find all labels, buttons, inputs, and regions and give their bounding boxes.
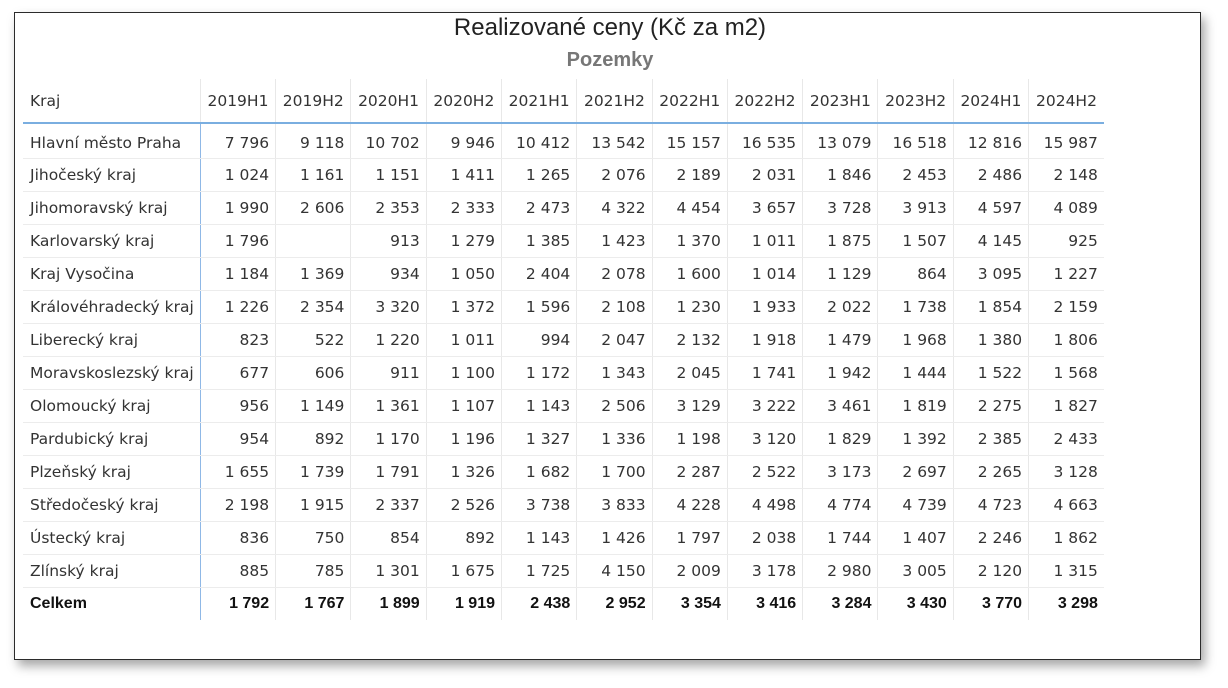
price-cell: 1 385 bbox=[502, 225, 577, 258]
total-row bbox=[23, 588, 1104, 621]
column-header[interactable]: 2020H2 bbox=[426, 79, 501, 123]
price-cell: 2 246 bbox=[953, 522, 1028, 555]
column-header[interactable]: 2023H2 bbox=[878, 79, 953, 123]
price-cell: 9 946 bbox=[426, 123, 501, 159]
price-cell: 677 bbox=[200, 357, 275, 390]
price-cell: 956 bbox=[200, 390, 275, 423]
price-cell: 1 507 bbox=[878, 225, 953, 258]
price-cell: 4 723 bbox=[953, 489, 1028, 522]
region-name: Karlovarský kraj bbox=[23, 225, 200, 258]
table-body bbox=[23, 123, 1104, 620]
price-cell: 1 100 bbox=[426, 357, 501, 390]
price-cell: 2 354 bbox=[276, 291, 351, 324]
region-name: Liberecký kraj bbox=[23, 324, 200, 357]
column-header[interactable]: 2021H2 bbox=[577, 79, 652, 123]
price-cell: 2 404 bbox=[502, 258, 577, 291]
table-row bbox=[23, 357, 1104, 390]
price-cell: 1 700 bbox=[577, 456, 652, 489]
price-cell: 4 663 bbox=[1029, 489, 1104, 522]
region-name: Jihomoravský kraj bbox=[23, 192, 200, 225]
price-cell: 1 739 bbox=[276, 456, 351, 489]
price-cell: 1 143 bbox=[502, 390, 577, 423]
price-cell: 1 479 bbox=[803, 324, 878, 357]
price-cell: 3 913 bbox=[878, 192, 953, 225]
table-row bbox=[23, 489, 1104, 522]
price-cell: 15 157 bbox=[652, 123, 727, 159]
price-cell: 4 089 bbox=[1029, 192, 1104, 225]
table-row bbox=[23, 522, 1104, 555]
price-table bbox=[23, 79, 1104, 620]
region-name: Olomoucký kraj bbox=[23, 390, 200, 423]
table-row bbox=[23, 123, 1104, 159]
total-cell: 3 354 bbox=[652, 588, 727, 621]
price-cell: 911 bbox=[351, 357, 426, 390]
price-cell: 1 149 bbox=[276, 390, 351, 423]
price-cell: 2 526 bbox=[426, 489, 501, 522]
price-cell: 1 933 bbox=[727, 291, 802, 324]
price-cell: 1 372 bbox=[426, 291, 501, 324]
price-cell: 4 228 bbox=[652, 489, 727, 522]
price-cell: 1 942 bbox=[803, 357, 878, 390]
price-cell: 522 bbox=[276, 324, 351, 357]
column-header[interactable]: 2023H1 bbox=[803, 79, 878, 123]
region-name: Moravskoslezský kraj bbox=[23, 357, 200, 390]
price-cell: 1 796 bbox=[200, 225, 275, 258]
price-cell: 1 380 bbox=[953, 324, 1028, 357]
price-cell: 2 132 bbox=[652, 324, 727, 357]
price-cell: 13 079 bbox=[803, 123, 878, 159]
price-cell: 3 005 bbox=[878, 555, 953, 588]
price-cell: 2 697 bbox=[878, 456, 953, 489]
price-cell: 2 337 bbox=[351, 489, 426, 522]
price-cell: 892 bbox=[426, 522, 501, 555]
price-cell: 1 655 bbox=[200, 456, 275, 489]
total-cell: 1 767 bbox=[276, 588, 351, 621]
price-cell: 4 498 bbox=[727, 489, 802, 522]
price-cell: 1 918 bbox=[727, 324, 802, 357]
price-cell: 2 287 bbox=[652, 456, 727, 489]
price-cell: 823 bbox=[200, 324, 275, 357]
price-cell: 2 148 bbox=[1029, 159, 1104, 192]
total-cell: 2 438 bbox=[502, 588, 577, 621]
price-cell: 3 728 bbox=[803, 192, 878, 225]
table-visual-frame bbox=[14, 12, 1201, 660]
price-cell: 1 738 bbox=[878, 291, 953, 324]
price-cell: 1 915 bbox=[276, 489, 351, 522]
price-cell: 1 014 bbox=[727, 258, 802, 291]
table-row bbox=[23, 291, 1104, 324]
price-cell: 3 128 bbox=[1029, 456, 1104, 489]
price-cell: 2 265 bbox=[953, 456, 1028, 489]
price-cell: 7 796 bbox=[200, 123, 275, 159]
column-header[interactable]: 2020H1 bbox=[351, 79, 426, 123]
price-cell: 4 597 bbox=[953, 192, 1028, 225]
price-cell: 1 846 bbox=[803, 159, 878, 192]
price-cell: 3 657 bbox=[727, 192, 802, 225]
price-cell: 1 265 bbox=[502, 159, 577, 192]
price-cell: 4 145 bbox=[953, 225, 1028, 258]
price-cell: 1 596 bbox=[502, 291, 577, 324]
price-cell: 885 bbox=[200, 555, 275, 588]
price-cell: 1 161 bbox=[276, 159, 351, 192]
price-cell: 2 385 bbox=[953, 423, 1028, 456]
price-cell: 1 227 bbox=[1029, 258, 1104, 291]
total-cell: 3 298 bbox=[1029, 588, 1104, 621]
price-cell: 1 050 bbox=[426, 258, 501, 291]
price-cell: 1 875 bbox=[803, 225, 878, 258]
price-cell: 1 151 bbox=[351, 159, 426, 192]
price-cell: 4 454 bbox=[652, 192, 727, 225]
price-cell: 2 275 bbox=[953, 390, 1028, 423]
column-header[interactable]: 2019H1 bbox=[200, 79, 275, 123]
price-cell: 1 172 bbox=[502, 357, 577, 390]
price-cell: 854 bbox=[351, 522, 426, 555]
table-row bbox=[23, 258, 1104, 291]
price-cell: 1 230 bbox=[652, 291, 727, 324]
region-name: Ústecký kraj bbox=[23, 522, 200, 555]
price-cell: 10 412 bbox=[502, 123, 577, 159]
price-cell: 2 022 bbox=[803, 291, 878, 324]
price-cell: 1 819 bbox=[878, 390, 953, 423]
price-cell: 2 078 bbox=[577, 258, 652, 291]
price-cell: 1 806 bbox=[1029, 324, 1104, 357]
total-cell: 3 430 bbox=[878, 588, 953, 621]
price-cell: 1 369 bbox=[276, 258, 351, 291]
price-cell: 4 774 bbox=[803, 489, 878, 522]
price-cell: 1 196 bbox=[426, 423, 501, 456]
total-cell: 3 284 bbox=[803, 588, 878, 621]
price-cell: 1 741 bbox=[727, 357, 802, 390]
price-cell: 1 326 bbox=[426, 456, 501, 489]
price-cell: 1 791 bbox=[351, 456, 426, 489]
table-row bbox=[23, 159, 1104, 192]
column-header-region[interactable]: Kraj bbox=[30, 91, 61, 110]
total-label: Celkem bbox=[23, 588, 200, 621]
price-cell: 1 143 bbox=[502, 522, 577, 555]
price-cell: 994 bbox=[502, 324, 577, 357]
price-cell: 785 bbox=[276, 555, 351, 588]
price-cell: 1 315 bbox=[1029, 555, 1104, 588]
price-cell: 750 bbox=[276, 522, 351, 555]
region-name: Plzeňský kraj bbox=[23, 456, 200, 489]
column-header[interactable]: 2019H2 bbox=[276, 79, 351, 123]
price-cell: 606 bbox=[276, 357, 351, 390]
price-cell: 4 150 bbox=[577, 555, 652, 588]
price-cell: 1 184 bbox=[200, 258, 275, 291]
price-cell: 1 024 bbox=[200, 159, 275, 192]
price-cell: 4 739 bbox=[878, 489, 953, 522]
price-cell: 1 361 bbox=[351, 390, 426, 423]
region-name: Hlavní město Praha bbox=[23, 123, 200, 159]
price-cell: 1 198 bbox=[652, 423, 727, 456]
price-cell: 864 bbox=[878, 258, 953, 291]
price-cell: 2 038 bbox=[727, 522, 802, 555]
column-header[interactable]: 2024H2 bbox=[1029, 79, 1104, 123]
price-cell: 1 370 bbox=[652, 225, 727, 258]
price-cell: 3 461 bbox=[803, 390, 878, 423]
price-cell: 836 bbox=[200, 522, 275, 555]
price-cell bbox=[276, 225, 351, 258]
total-cell: 3 416 bbox=[727, 588, 802, 621]
price-cell: 1 011 bbox=[727, 225, 802, 258]
price-cell: 3 222 bbox=[727, 390, 802, 423]
price-cell: 1 522 bbox=[953, 357, 1028, 390]
table-row bbox=[23, 555, 1104, 588]
price-cell: 1 675 bbox=[426, 555, 501, 588]
total-cell: 1 919 bbox=[426, 588, 501, 621]
price-cell: 3 095 bbox=[953, 258, 1028, 291]
price-cell: 2 333 bbox=[426, 192, 501, 225]
price-cell: 1 600 bbox=[652, 258, 727, 291]
price-cell: 2 486 bbox=[953, 159, 1028, 192]
column-header[interactable]: 2021H1 bbox=[502, 79, 577, 123]
region-name: Pardubický kraj bbox=[23, 423, 200, 456]
table-row bbox=[23, 423, 1104, 456]
price-cell: 1 797 bbox=[652, 522, 727, 555]
price-cell: 3 738 bbox=[502, 489, 577, 522]
total-cell: 3 770 bbox=[953, 588, 1028, 621]
price-cell: 1 107 bbox=[426, 390, 501, 423]
price-cell: 13 542 bbox=[577, 123, 652, 159]
column-header[interactable]: 2022H1 bbox=[652, 79, 727, 123]
price-cell: 1 343 bbox=[577, 357, 652, 390]
table-row bbox=[23, 456, 1104, 489]
table-row bbox=[23, 225, 1104, 258]
price-cell: 1 336 bbox=[577, 423, 652, 456]
price-cell: 892 bbox=[276, 423, 351, 456]
price-cell: 2 047 bbox=[577, 324, 652, 357]
price-cell: 2 189 bbox=[652, 159, 727, 192]
price-cell: 1 170 bbox=[351, 423, 426, 456]
price-cell: 954 bbox=[200, 423, 275, 456]
table-header-row bbox=[23, 79, 1104, 123]
price-cell: 15 987 bbox=[1029, 123, 1104, 159]
price-cell: 1 423 bbox=[577, 225, 652, 258]
region-name: Středočeský kraj bbox=[23, 489, 200, 522]
price-cell: 1 129 bbox=[803, 258, 878, 291]
price-cell: 1 968 bbox=[878, 324, 953, 357]
chart-title: Realizované ceny (Kč za m2) bbox=[453, 14, 767, 41]
table-row bbox=[23, 192, 1104, 225]
column-header[interactable]: 2022H2 bbox=[727, 79, 802, 123]
price-cell: 2 522 bbox=[727, 456, 802, 489]
price-cell: 1 744 bbox=[803, 522, 878, 555]
price-cell: 2 198 bbox=[200, 489, 275, 522]
price-cell: 2 120 bbox=[953, 555, 1028, 588]
price-cell: 10 702 bbox=[351, 123, 426, 159]
price-cell: 1 011 bbox=[426, 324, 501, 357]
price-cell: 2 353 bbox=[351, 192, 426, 225]
price-cell: 1 411 bbox=[426, 159, 501, 192]
total-cell: 2 952 bbox=[577, 588, 652, 621]
price-cell: 913 bbox=[351, 225, 426, 258]
price-cell: 3 178 bbox=[727, 555, 802, 588]
table-row bbox=[23, 390, 1104, 423]
price-cell: 2 009 bbox=[652, 555, 727, 588]
price-cell: 3 320 bbox=[351, 291, 426, 324]
total-cell: 1 899 bbox=[351, 588, 426, 621]
price-cell: 1 682 bbox=[502, 456, 577, 489]
price-cell: 3 173 bbox=[803, 456, 878, 489]
price-cell: 2 108 bbox=[577, 291, 652, 324]
price-cell: 9 118 bbox=[276, 123, 351, 159]
price-cell: 2 031 bbox=[727, 159, 802, 192]
price-cell: 4 322 bbox=[577, 192, 652, 225]
price-cell: 2 159 bbox=[1029, 291, 1104, 324]
price-cell: 2 453 bbox=[878, 159, 953, 192]
price-cell: 1 568 bbox=[1029, 357, 1104, 390]
price-cell: 1 725 bbox=[502, 555, 577, 588]
price-cell: 1 854 bbox=[953, 291, 1028, 324]
price-cell: 1 301 bbox=[351, 555, 426, 588]
price-cell: 2 076 bbox=[577, 159, 652, 192]
price-cell: 16 518 bbox=[878, 123, 953, 159]
chart-subtitle: Pozemky bbox=[566, 49, 654, 71]
price-cell: 2 473 bbox=[502, 192, 577, 225]
region-name: Královéhradecký kraj bbox=[23, 291, 200, 324]
price-cell: 1 220 bbox=[351, 324, 426, 357]
price-cell: 3 129 bbox=[652, 390, 727, 423]
region-name: Zlínský kraj bbox=[23, 555, 200, 588]
price-cell: 2 980 bbox=[803, 555, 878, 588]
region-name: Kraj Vysočina bbox=[23, 258, 200, 291]
price-cell: 12 816 bbox=[953, 123, 1028, 159]
price-cell: 1 226 bbox=[200, 291, 275, 324]
price-cell: 1 444 bbox=[878, 357, 953, 390]
price-cell: 1 279 bbox=[426, 225, 501, 258]
price-cell: 2 606 bbox=[276, 192, 351, 225]
total-cell: 1 792 bbox=[200, 588, 275, 621]
price-cell: 934 bbox=[351, 258, 426, 291]
price-cell: 3 833 bbox=[577, 489, 652, 522]
price-cell: 1 392 bbox=[878, 423, 953, 456]
price-cell: 1 990 bbox=[200, 192, 275, 225]
table-row bbox=[23, 324, 1104, 357]
column-header[interactable]: 2024H1 bbox=[953, 79, 1028, 123]
price-cell: 2 506 bbox=[577, 390, 652, 423]
price-cell: 1 827 bbox=[1029, 390, 1104, 423]
price-cell: 2 433 bbox=[1029, 423, 1104, 456]
price-cell: 1 829 bbox=[803, 423, 878, 456]
price-cell: 1 862 bbox=[1029, 522, 1104, 555]
region-name: Jihočeský kraj bbox=[23, 159, 200, 192]
price-cell: 3 120 bbox=[727, 423, 802, 456]
price-cell: 2 045 bbox=[652, 357, 727, 390]
price-cell: 1 426 bbox=[577, 522, 652, 555]
price-cell: 1 407 bbox=[878, 522, 953, 555]
price-cell: 1 327 bbox=[502, 423, 577, 456]
price-cell: 925 bbox=[1029, 225, 1104, 258]
price-cell: 16 535 bbox=[727, 123, 802, 159]
